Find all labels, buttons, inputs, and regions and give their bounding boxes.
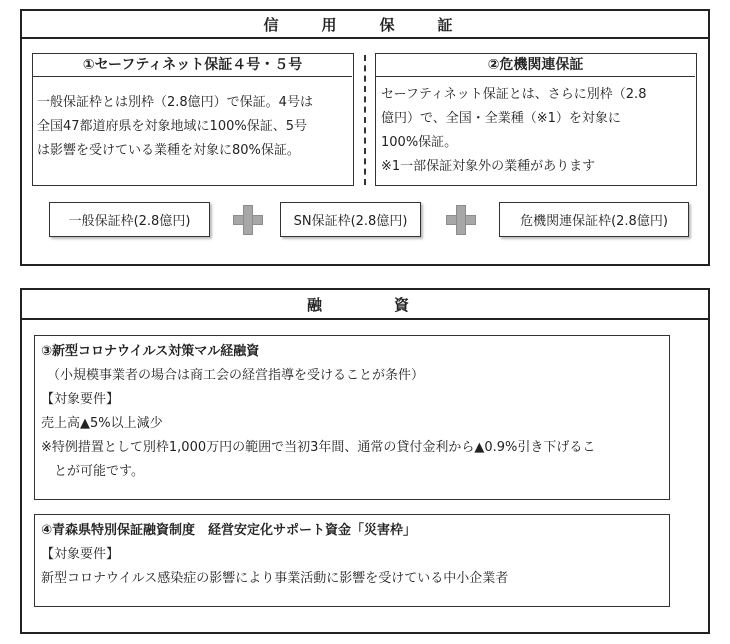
requirement-label: 【対象要件】 [41,392,120,407]
text-line: 100%保証。 [381,135,458,150]
plus-icon [233,205,263,235]
crisis-guarantee-box [375,53,697,186]
requirement-text: 売上高▲5%以上減少 [41,416,163,431]
crisis-guarantee-text [381,83,695,179]
text-line: 一般保証枠とは別枠（2.8億円）で保証。4号は [37,95,313,110]
text-line: 億円）で、全国・全業種（※1）を対象に [381,111,621,126]
sn-guarantee-pill: SN保証枠(2.8億円) [280,202,421,237]
loan-item-title: ③新型コロナウイルス対策マル経融資 [41,344,260,359]
plus-icon [446,205,476,235]
aomori-special-loan-box [34,514,670,607]
loan-item-content [41,519,665,591]
requirement-text: 新型コロナウイルス感染症の影響により事業活動に影響を受けている中小企業者 [41,571,509,586]
loan-item-note: （小規模事業者の場合は商工会の経営指導を受けることが条件） [47,368,425,383]
section-title-guarantee: 信 用 保 証 [22,11,708,39]
safety-net-guarantee-box [32,53,354,186]
text-line: セーフティネット保証とは、さらに別枠（2.8 [381,87,647,102]
text-line: は影響を受けている業種を対象に80%保証。 [37,143,300,158]
section-title-financing: 融 資 [22,290,708,320]
special-measure-text: とが可能です。 [54,464,144,479]
crisis-guarantee-title: ②危機関連保証 [376,54,695,77]
dashed-divider [364,55,366,185]
special-measure-text: ※特例措置として別枠1,000万円の範囲で当初3年間、通常の貸付金利から▲0.9%引き下げるこ [41,440,596,455]
safety-net-guarantee-text [37,91,353,163]
covid-marukei-loan-box [34,335,670,500]
loan-item-content [41,340,665,484]
loan-item-title: ④青森県特別保証融資制度 経営安定化サポート資金「災害枠」 [41,523,417,538]
text-line: 全国47都道府県を対象地域に100%保証、5号 [37,119,307,134]
text-line: ※1一部保証対象外の業種があります [381,159,596,174]
requirement-label: 【対象要件】 [41,547,120,562]
crisis-guarantee-pill: 危機関連保証枠(2.8億円) [499,202,689,237]
safety-net-guarantee-title: ①セーフティネット保証４号・５号 [33,54,352,77]
general-guarantee-pill: 一般保証枠(2.8億円) [49,202,210,237]
